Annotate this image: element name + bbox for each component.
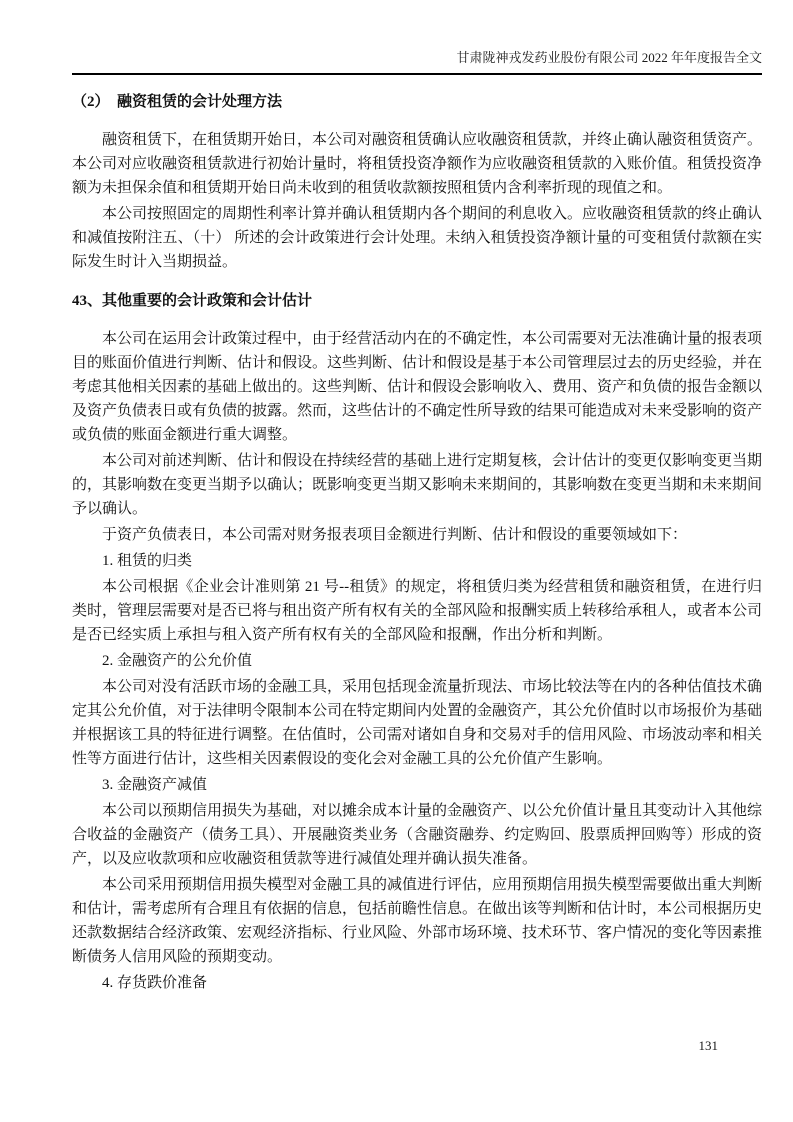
paragraph: 本公司采用预期信用损失模型对金融工具的减值进行评估，应用预期信用损失模型需要做出重大判断和估计，需考虑所有合理且有依据的信息，包括前瞻性信息。在做出该等判断和估计时，本公司根据历史还款数据结合经济政策、宏观经济指标、行业风险、外部市场环境、技术环节、客户情况的变化等因素推断债务人信用风险的预期变动。 [72, 877, 763, 965]
section-heading: （2） 融资租赁的会计处理方法 [72, 94, 283, 110]
numbered-item: 2. 金融资产的公允价值 [102, 653, 253, 669]
numbered-item: 4. 存货跌价准备 [102, 975, 208, 991]
paragraph: 本公司对没有活跃市场的金融工具，采用包括现金流量折现法、市场比较法等在内的各种估值技术确定其公允价值，对于法律明令限制本公司在特定期间内处置的金融资产，其公允价值时以市场报价为基础并根据该工具的特征进行调整。在估值时，公司需对诸如自身和交易对手的信用风险、市场波动率和相关性等方面进行估计，这些相关因素假设的变化会对金融工具的公允价值产生影响。 [72, 679, 763, 767]
page-number: 131 [698, 1038, 718, 1053]
paragraph: 本公司根据《企业会计准则第 21 号--租赁》的规定，将租赁归类为经营租赁和融资租赁，在进行归类时，管理层需要对是否已将与租出资产所有权有关的全部风险和报酬实质上转移给承租人，或者本公司是否已经实质上承担与租入资产所有权有关的全部风险和报酬，作出分析和判断。 [72, 579, 763, 643]
paragraph: 融资租赁下，在租赁期开始日，本公司对融资租赁确认应收融资租赁款，并终止确认融资租赁资产。本公司对应收融资租赁款进行初始计量时，将租赁投资净额作为应收融资租赁款的入账价值。租赁投资净额为未担保余值和租赁期开始日尚未收到的租赁收款额按照租赁内含利率折现的现值之和。 [72, 132, 763, 196]
document-content [72, 0, 762, 997]
numbered-item: 1. 租赁的归类 [102, 553, 193, 569]
paragraph: 本公司在运用会计政策过程中，由于经营活动内在的不确定性，本公司需要对无法准确计量的报表项目的账面价值进行判断、估计和假设。这些判断、估计和假设是基于本公司管理层过去的历史经验，并在考虑其他相关因素的基础上做出的。这些判断、估计和假设会影响收入、费用、资产和负债的报告金额以及资产负债表日或有负债的披露。然而，这些估计的不确定性所导致的结果可能造成对未来受影响的资产或负债的账面金额进行重大调整。 [72, 331, 763, 443]
paragraph: 本公司按照固定的周期性利率计算并确认租赁期内各个期间的利息收入。应收融资租赁款的终止确认和减值按附注五、（十） 所述的会计政策进行会计处理。未纳入租赁投资净额计量的可变租赁付款额在实际发生时计入当期损益。 [72, 206, 763, 270]
report-header-title: 甘肃陇神戎发药业股份有限公司 2022 年年度报告全文 [456, 50, 762, 65]
numbered-item: 3. 金融资产减值 [102, 777, 208, 793]
document-header [72, 50, 762, 75]
section-heading: 43、其他重要的会计政策和会计估计 [72, 293, 313, 309]
paragraph: 于资产负债表日，本公司需对财务报表项目金额进行判断、估计和假设的重要领域如下： [102, 527, 688, 543]
paragraph: 本公司对前述判断、估计和假设在持续经营的基础上进行定期复核，会计估计的变更仅影响变更当期的，其影响数在变更当期予以确认；既影响变更当期又影响未来期间的，其影响数在变更当期和未来期间予以确认。 [72, 453, 763, 517]
paragraph: 本公司以预期信用损失为基础，对以摊余成本计量的金融资产、以公允价值计量且其变动计入其他综合收益的金融资产（债务工具）、开展融资类业务（含融资融券、约定购回、股票质押回购等）形成的资产，以及应收款项和应收融资租赁款等进行减值处理并确认损失准备。 [72, 803, 763, 867]
document-body [72, 90, 762, 995]
